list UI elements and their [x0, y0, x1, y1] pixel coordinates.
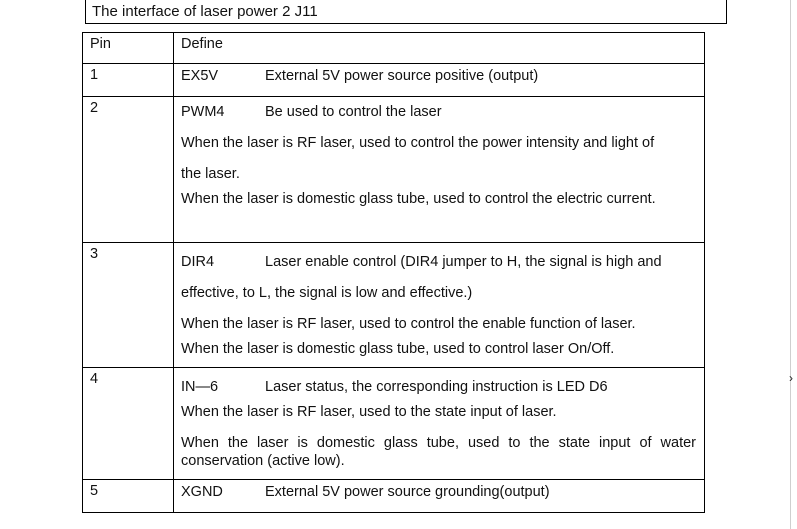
signal-description: Laser status, the corresponding instruction is LED D6 [265, 379, 608, 395]
pin-number: 5 [83, 480, 174, 513]
header-define: Define [174, 33, 705, 64]
pin-number: 2 [83, 97, 174, 243]
signal-description: Laser enable control (DIR4 jumper to H, the signal is high and [265, 254, 662, 270]
pin-define [174, 480, 705, 513]
table-row [83, 64, 705, 97]
signal-description: Be used to control the laser [265, 104, 442, 120]
table-header-row [83, 33, 705, 64]
pin-define [174, 243, 705, 368]
pin-definition-table [82, 32, 705, 513]
rf-laser-note: When the laser is RF laser, used to control the power intensity and light of [181, 135, 655, 151]
pin-number: 1 [83, 64, 174, 97]
signal-name: XGND [181, 484, 223, 500]
signal-name: EX5V [181, 68, 219, 84]
caption-box [85, 0, 727, 24]
pin-number: 3 [83, 243, 174, 368]
table-row [83, 368, 705, 480]
signal-name: IN—6 [181, 379, 219, 395]
table-row [83, 97, 705, 243]
rf-laser-note: When the laser is RF laser, used to control the enable function of laser. [181, 316, 636, 332]
signal-description-cont: effective, to L, the signal is low and effective.) [181, 285, 473, 301]
table-row [83, 480, 705, 513]
glass-tube-note: When the laser is domestic glass tube, used to the state input of water conservation (active low). [181, 435, 696, 469]
signal-description: External 5V power source grounding(output) [265, 484, 550, 500]
pin-number: 4 [83, 368, 174, 480]
cursor-icon: › [789, 371, 793, 385]
glass-tube-note: When the laser is domestic glass tube, used to control laser On/Off. [181, 341, 615, 357]
header-pin: Pin [83, 33, 174, 64]
signal-name: PWM4 [181, 104, 225, 120]
table-row [83, 243, 705, 368]
pin-define [174, 97, 705, 243]
glass-tube-note: When the laser is domestic glass tube, used to control the electric current. [181, 191, 656, 207]
rf-laser-note: When the laser is RF laser, used to the state input of laser. [181, 404, 557, 420]
pin-define [174, 368, 705, 480]
rf-laser-note-cont: the laser. [181, 166, 240, 182]
table-caption: The interface of laser power 2 J11 [92, 3, 318, 20]
signal-description: External 5V power source positive (output) [265, 68, 539, 84]
page-edge-rule [790, 0, 791, 529]
pin-define [174, 64, 705, 97]
signal-name: DIR4 [181, 254, 215, 270]
